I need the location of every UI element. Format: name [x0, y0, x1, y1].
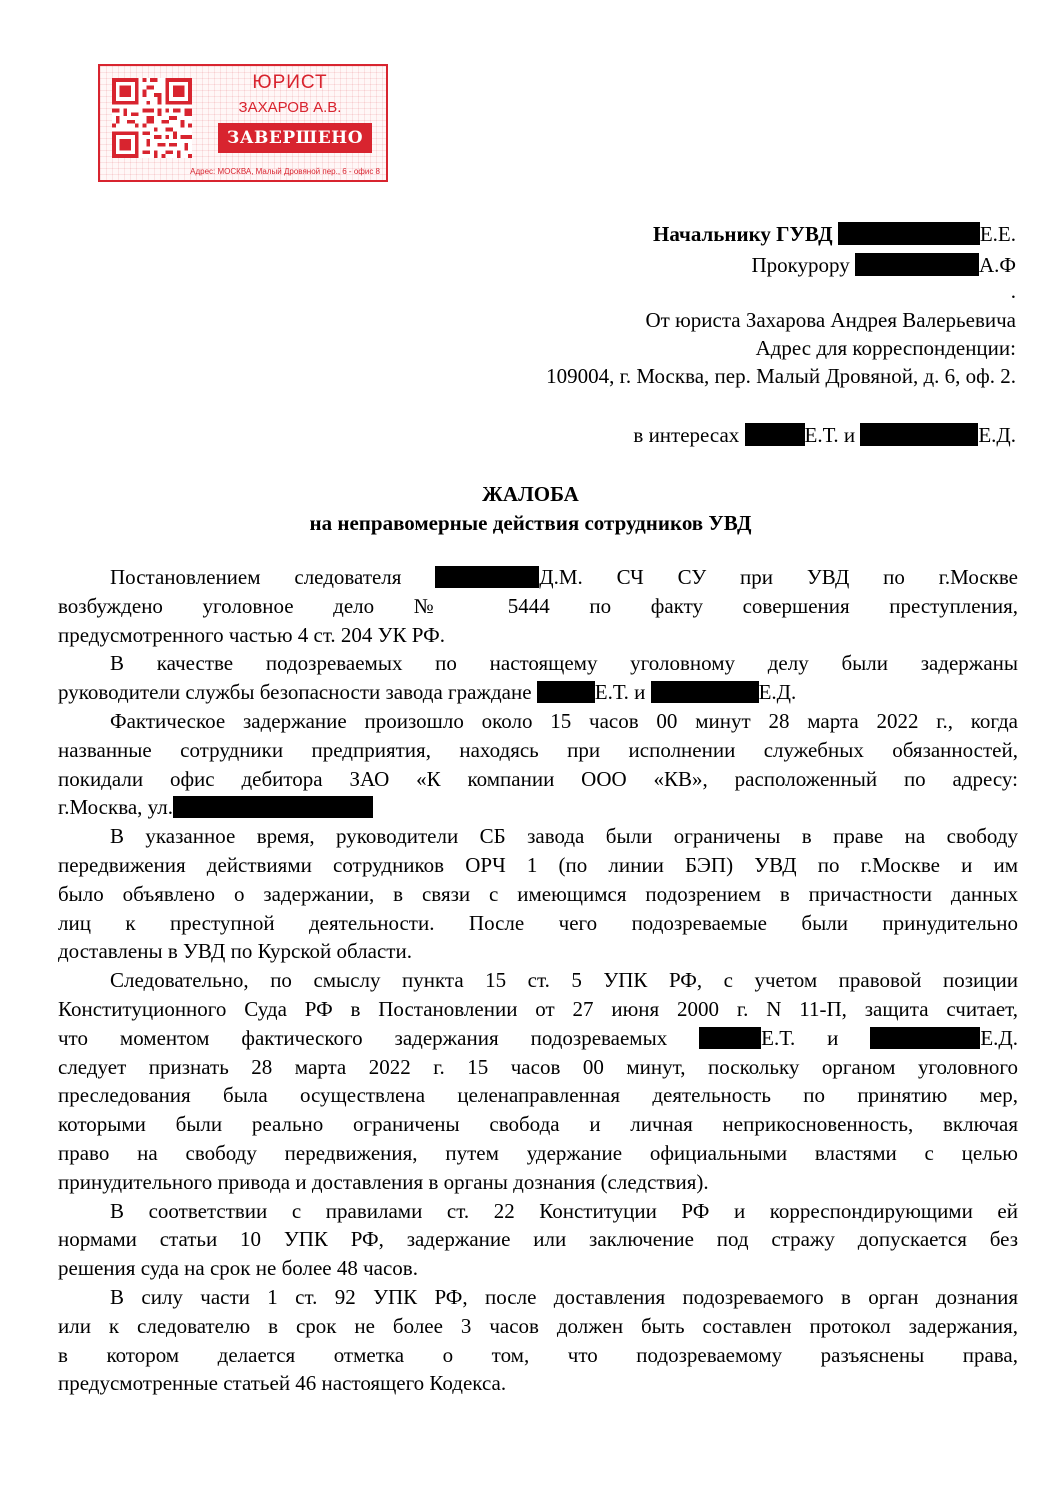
paragraph-line: преследования была осуществлена целенаправленная деятельность по принятию мер,: [58, 1083, 1018, 1108]
paragraph-line: нормами статьи 10 УПК РФ, задержание или заключение под стражу допускается без: [58, 1227, 1018, 1252]
stamp-name: ЗАХАРОВ А.В.: [238, 99, 342, 116]
on-behalf-person1: Е.Т. и: [804, 423, 856, 447]
paragraph-line: Фактическое задержание произошло около 15 часов 00 минут 28 марта 2022 г., когда: [110, 708, 1018, 733]
paragraph-line: [58, 563, 1018, 592]
paragraph-line: принудительного привода и доставления в органы дознания (следствия).: [58, 1169, 709, 1194]
complaint-body: [58, 563, 1018, 1398]
paragraph-line: право на свободу передвижения, путем удержание официальными властями с целью: [58, 1140, 1018, 1165]
lawyer-stamp: [98, 64, 388, 182]
redaction-bar: [745, 423, 805, 446]
redaction-bar: [537, 681, 595, 703]
addressee-chief: [653, 222, 1016, 245]
paragraph-line: предусмотренные статьей 46 настоящего Кодекса.: [58, 1371, 507, 1396]
sender-line: От юриста Захарова Андрея Валерьевича: [645, 308, 1016, 332]
stamp-address: Адрес: МОСКВА, Малый Дровяной пер., 6 - офис 8: [190, 167, 380, 176]
redaction-bar: [651, 681, 759, 703]
paragraph-line: передвижения действиями сотрудников ОРЧ 1 (по линии БЭП) УВД по г.Москве и им: [58, 852, 1018, 877]
paragraph-line: названные сотрудники предприятия, находясь при исполнении служебных обязанностей,: [58, 737, 1018, 762]
on-behalf-line: [633, 423, 1016, 446]
paragraph-line: [58, 1024, 1018, 1053]
text-fragment: Д.М. СЧ СУ при УВД по г.Москве: [539, 565, 1018, 589]
addressee-prosecutor: [751, 253, 1016, 276]
paragraph-line: следует признать 28 марта 2022 г. 15 часов 00 минут, поскольку органом уголовного: [58, 1054, 1018, 1079]
paragraph-line: [58, 678, 1018, 707]
paragraph-line: доставлены в УВД по Курской области.: [58, 939, 412, 964]
text-fragment: Постановлением следователя: [110, 565, 402, 589]
stamp-title: ЮРИСТ: [252, 72, 328, 93]
redaction-bar: [435, 566, 539, 588]
paragraph-line: Следовательно, по смыслу пункта 15 ст. 5 УПК РФ, с учетом правовой позиции: [110, 968, 1018, 993]
document-title: ЖАЛОБА: [482, 482, 579, 506]
redaction-bar: [173, 796, 373, 818]
correspondence-address: 109004, г. Москва, пер. Малый Дровяной, д. 6, оф. 2.: [546, 364, 1016, 388]
text-fragment: Е.Т. и: [761, 1025, 839, 1050]
text-fragment: Е.Д.: [980, 1025, 1019, 1050]
paragraph-line: возбуждено уголовное дело № 5444 по факту совершения преступления,: [58, 593, 1018, 618]
on-behalf-person2: Е.Д.: [978, 423, 1016, 447]
correspondence-address-label: Адрес для корреспонденции:: [755, 336, 1016, 360]
paragraph-line: покидали офис дебитора ЗАО «К компании ООО «КВ», расположенный по адресу:: [58, 766, 1018, 791]
paragraph-line: или к следователю в срок не более 3 часов должен быть составлен протокол задержания,: [58, 1313, 1018, 1338]
stamp-status-badge: ЗАВЕРШЕНО: [218, 123, 372, 153]
on-behalf-prefix: в интересах: [633, 423, 740, 447]
text-fragment: г.Москва, ул.: [58, 795, 173, 820]
text-fragment: что моментом фактического задержания подозреваемых: [58, 1025, 668, 1050]
paragraph-line: Конституционного Суда РФ в Постановлении от 27 июня 2000 г. N 11-П, защита считает,: [58, 996, 1018, 1021]
document-subtitle: на неправомерные действия сотрудников УВД: [309, 511, 752, 535]
addressee-chief-initials: Е.Е.: [979, 222, 1016, 246]
redaction-bar: [699, 1027, 761, 1049]
redaction-bar: [838, 222, 980, 245]
paragraph-line: было объявлено о задержании, в связи с имеющимся подозрением в причастности данных: [58, 881, 1018, 906]
addressee-dot: .: [1010, 279, 1016, 303]
text-fragment: Е.Д.: [758, 680, 797, 705]
paragraph-line: предусмотренного частью 4 ст. 204 УК РФ.: [58, 622, 445, 647]
text-fragment: руководители службы безопасности завода граждане: [58, 680, 532, 705]
redaction-bar: [855, 253, 979, 276]
paragraph-line: В соответствии с правилами ст. 22 Конституции РФ и корреспондирующими ей: [110, 1198, 1018, 1223]
paragraph-line: решения суда на срок не более 48 часов.: [58, 1256, 418, 1281]
addressee-chief-label: Начальнику ГУВД: [653, 222, 833, 246]
text-fragment: Е.Т. и: [594, 680, 646, 705]
paragraph-line: лиц к преступной деятельности. После чего подозреваемые были принудительно: [58, 910, 1018, 935]
paragraph-line: [58, 793, 1018, 822]
paragraph-line: В силу части 1 ст. 92 УПК РФ, после доставления подозреваемого в орган дознания: [110, 1284, 1018, 1309]
redaction-bar: [860, 423, 978, 446]
addressee-prosecutor-initials: А.Ф: [978, 253, 1016, 277]
paragraph-line: В указанное время, руководители СБ завода были ограничены в праве на свободу: [110, 824, 1018, 849]
addressee-prosecutor-label: Прокурору: [751, 253, 850, 277]
qr-code-icon: [112, 78, 192, 158]
paragraph-line: В качестве подозреваемых по настоящему уголовному делу были задержаны: [110, 651, 1018, 676]
paragraph-line: которыми были реально ограничены свобода и личная неприкосновенность, включая: [58, 1112, 1018, 1137]
paragraph-line: в котором делается отметка о том, что подозреваемому разъяснены права,: [58, 1342, 1018, 1367]
redaction-bar: [870, 1027, 980, 1049]
